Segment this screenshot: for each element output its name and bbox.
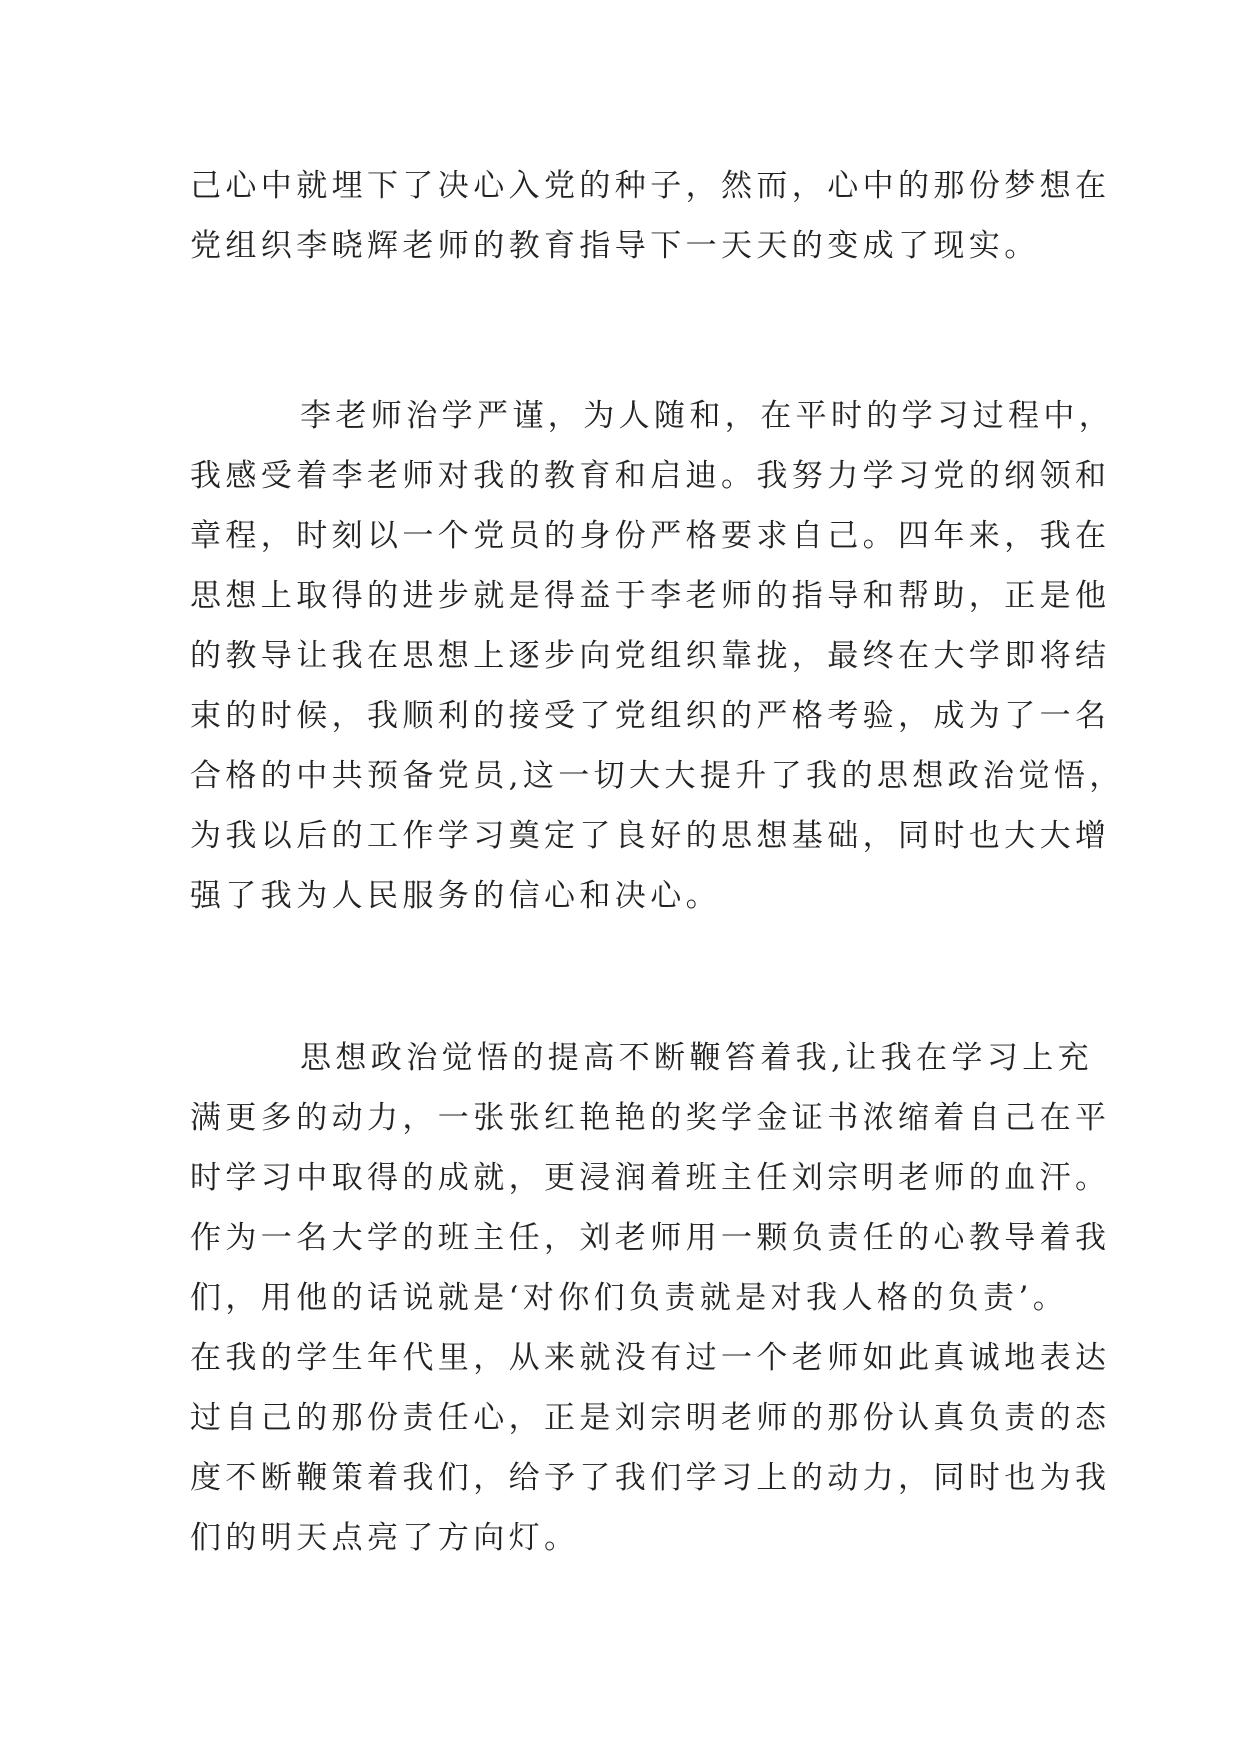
paragraph-line: 合格的中共预备党员,这一切大大提升了我的思想政治觉悟， bbox=[190, 758, 1125, 794]
paragraph-line: 时学习中取得的成就，更浸润着班主任刘宗明老师的血汗。 bbox=[190, 1160, 1111, 1196]
paragraph-line: 满更多的动力，一张张红艳艳的奖学金证书浓缩着自己在平 bbox=[190, 1100, 1111, 1136]
paragraph-3 bbox=[190, 1028, 1111, 1568]
paragraph-line: 党组织李晓辉老师的教育指导下一天天的变成了现实。 bbox=[190, 228, 1040, 264]
paragraph-line: 我感受着李老师对我的教育和启迪。我努力学习党的纲领和 bbox=[190, 458, 1111, 494]
paragraph-line: 度不断鞭策着我们，给予了我们学习上的动力，同时也为我 bbox=[190, 1460, 1111, 1496]
paragraph-line: 思想上取得的进步就是得益于李老师的指导和帮助，正是他 bbox=[190, 578, 1111, 614]
paragraph-line: 作为一名大学的班主任，刘老师用一颗负责任的心教导着我 bbox=[190, 1220, 1111, 1256]
paragraph-line: 的教导让我在思想上逐步向党组织靠拢，最终在大学即将结 bbox=[190, 638, 1111, 674]
paragraph-line: 束的时候，我顺利的接受了党组织的严格考验，成为了一名 bbox=[190, 698, 1111, 734]
paragraph-line: 李老师治学严谨，为人随和，在平时的学习过程中， bbox=[300, 398, 1115, 434]
paragraph-line: 己心中就埋下了决心入党的种子，然而，心中的那份梦想在 bbox=[190, 168, 1111, 204]
paragraph-2 bbox=[190, 386, 1125, 926]
paragraph-line: 在我的学生年代里，从来就没有过一个老师如此真诚地表达 bbox=[190, 1340, 1111, 1376]
paragraph-line: 们的明天点亮了方向灯。 bbox=[190, 1520, 580, 1556]
paragraph-1 bbox=[190, 156, 1111, 276]
paragraph-line: 过自己的那份责任心，正是刘宗明老师的那份认真负责的态 bbox=[190, 1400, 1111, 1436]
paragraph-line: 们，用他的话说就是‘对你们负责就是对我人格的负责’。 bbox=[190, 1280, 1069, 1316]
paragraph-line: 章程，时刻以一个党员的身份严格要求自己。四年来，我在 bbox=[190, 518, 1111, 554]
paragraph-line: 思想政治觉悟的提高不断鞭笞着我,让我在学习上充 bbox=[300, 1040, 1094, 1076]
paragraph-line: 为我以后的工作学习奠定了良好的思想基础，同时也大大增 bbox=[190, 818, 1111, 854]
paragraph-line: 强了我为人民服务的信心和决心。 bbox=[190, 878, 721, 914]
